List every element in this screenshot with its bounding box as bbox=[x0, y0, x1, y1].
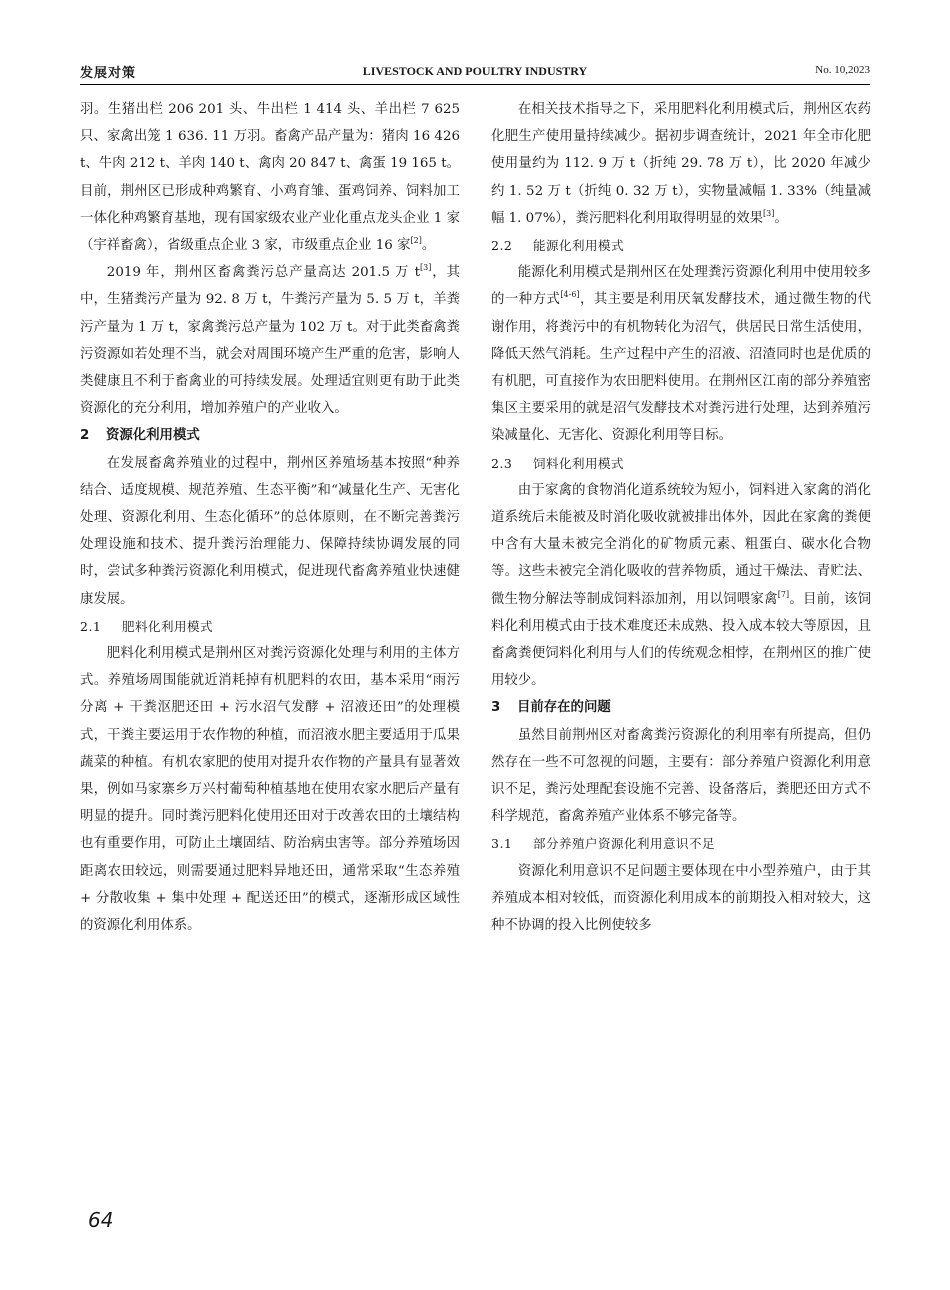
paragraph: 在发展畜禽养殖业的过程中，荆州区养殖场基本按照“种养结合、适度规模、规范养殖、生态平衡”和“减量化生产、无害化处理、资源化利用、生态化循环”的总体原则，在不断完善粪污处理设施和技术、提升粪污治理能力、保障持续协调发展的同时，尝试多种粪污资源化利用模式，促进现代畜禽养殖业快速健康发展。 bbox=[80, 455, 460, 607]
paragraph: 肥料化利用模式是荆州区对粪污资源化处理与利用的主体方式。养殖场周围能就近消耗掉有机肥料的农田，基本采用“雨污分离 + 干粪沤肥还田 + 污水沼气发酵 + 沼液还田”的处理模式，干粪主要运用于农作物的种植，而沼液水肥主要适用于瓜果蔬菜的种植。有机农家肥的使用对提升农作物的产量具有显著效果，例如马家寨乡万兴村葡萄种植基地在使用农家水肥后产量有明显的提升。同时粪污肥料化使用还田对于改善农田的土壤结构也有重要作用，可防止土壤固结、防治病虫害等。部分养殖场因距离农田较远，则需要通过肥料异地还田，通常采取“生态养殖 + 分散收集 + 集中处理 + 配送还田”的模式，逐渐形成区域性的资源化利用体系。 bbox=[80, 646, 460, 934]
paragraph: 能源化利用模式是荆州区在处理粪污资源化利用中使用较多的一种方式[4-6]，其主要是利用厌氧发酵技术，通过微生物的代谢作用，将粪污中的有机物转化为沼气，供居民日常生活使用，降低天然气消耗。生产过程中产生的沼液、沼渣同时也是优质的有机肥，可直接作为农田肥料使用。在荆州区江南的部分养殖密集区主要采用的就是沼气发酵技术对粪污进行处理，达到养殖污染减量化、无害化、资源化利用等目标。 bbox=[491, 265, 872, 444]
citation: [3] bbox=[763, 208, 775, 218]
journal-title: LIVESTOCK AND POULTRY INDUSTRY bbox=[362, 64, 588, 78]
paragraph: 羽。生猪出栏 206 201 头、牛出栏 1 414 头、羊出栏 7 625只、家禽出笼 1 636. 11 万羽。畜禽产品产量为：猪肉 16 426 t、牛肉 212 t、羊肉 140 t、禽肉 20 847 t、禽蛋 19 165 t。目前，荆州区已形成种鸡繁育、小鸡育雏、蛋鸡饲养、饲料加工一体化种鸡繁育基地，现有国家级农业产业化重点龙头企业 1 家（宇祥畜禽），省级重点企业 3 家，市级重点企业 16 家[2]。 bbox=[80, 102, 460, 254]
paragraph: 资源化利用意识不足问题主要体现在中小型养殖户，由于其养殖成本相对较低，而资源化利用成本的前期投入相对较大，这种不协调的投入比例使较多 bbox=[491, 863, 871, 934]
right-column bbox=[491, 96, 871, 939]
running-header bbox=[80, 60, 870, 82]
page-number: 64 bbox=[88, 1208, 114, 1232]
header-rule bbox=[80, 84, 870, 85]
subsection-heading: 2.3 饲料化利用模式 bbox=[491, 455, 625, 471]
section-label: 发展对策 bbox=[80, 66, 137, 81]
subsection-heading: 2.2 能源化利用模式 bbox=[491, 238, 625, 254]
paragraph: 2019 年，荆州区畜禽粪污总产量高达 201.5 万 t[3]，其中，生猪粪污产量为 92. 8 万 t，牛粪污产量为 5. 5 万 t，羊粪污产量为 1 万 t，家禽粪污总产量为 102 万 t。对于此类畜禽粪污资源如若处理不当，就会对周围环境产生严重的危害，影响人类健康且不利于畜禽业的可持续发展。处理适宜则更有助于此类资源化的充分利用，增加养殖户的产业收入。 bbox=[80, 263, 461, 417]
paragraph: 在相关技术指导之下，采用肥料化利用模式后，荆州区农药化肥生产使用量持续减少。据初步调查统计，2021 年全市化肥使用量约为 112. 9 万 t（折纯 29. 78 万 t），比 2020 年减少约 1. 52 万 t（折纯 0. 32 万 t），实物量减幅 1. 33%（纯量减幅 1. 07%），粪污肥料化利用取得明显的效果[3]。 bbox=[491, 102, 871, 226]
citation: [4-6] bbox=[560, 290, 580, 300]
subsection-heading: 2.1 肥料化利用模式 bbox=[80, 618, 214, 634]
paragraph: 由于家禽的食物消化道系统较为短小，饲料进入家禽的消化道系统后未能被及时消化吸收就被排出体外，因此在家禽的粪便中含有大量未被完全消化的矿物质元素、粗蛋白、碳水化合物等。这些未被完全消化吸收的营养物质，通过干燥法、青贮法、微生物分解法等制成饲料添加剂，用以饲喂家禽[7]。目前，该饲料化利用模式由于技术难度还未成熟、投入成本较大等原因，且畜禽粪便饲料化利用与人们的传统观念相悖，在荆州区的推广使用较少。 bbox=[491, 482, 872, 689]
citation: [2] bbox=[410, 236, 422, 246]
left-column bbox=[80, 96, 460, 939]
section-heading: 2 资源化利用模式 bbox=[80, 428, 200, 444]
paragraph: 虽然目前荆州区对畜禽粪污资源化的利用率有所提高，但仍然存在一些不可忽视的问题，主要有：部分养殖户资源化利用意识不足，粪污处理配套设施不完善、设备落后，粪肥还田方式不科学规范，畜禽养殖产业体系不够完备等。 bbox=[491, 727, 871, 825]
citation: [3] bbox=[420, 263, 432, 273]
section-heading: 3 目前存在的问题 bbox=[491, 700, 611, 716]
citation: [7] bbox=[777, 589, 790, 599]
subsection-heading: 3.1 部分养殖户资源化利用意识不足 bbox=[491, 836, 716, 852]
issue-number: No. 10,2023 bbox=[815, 64, 870, 76]
